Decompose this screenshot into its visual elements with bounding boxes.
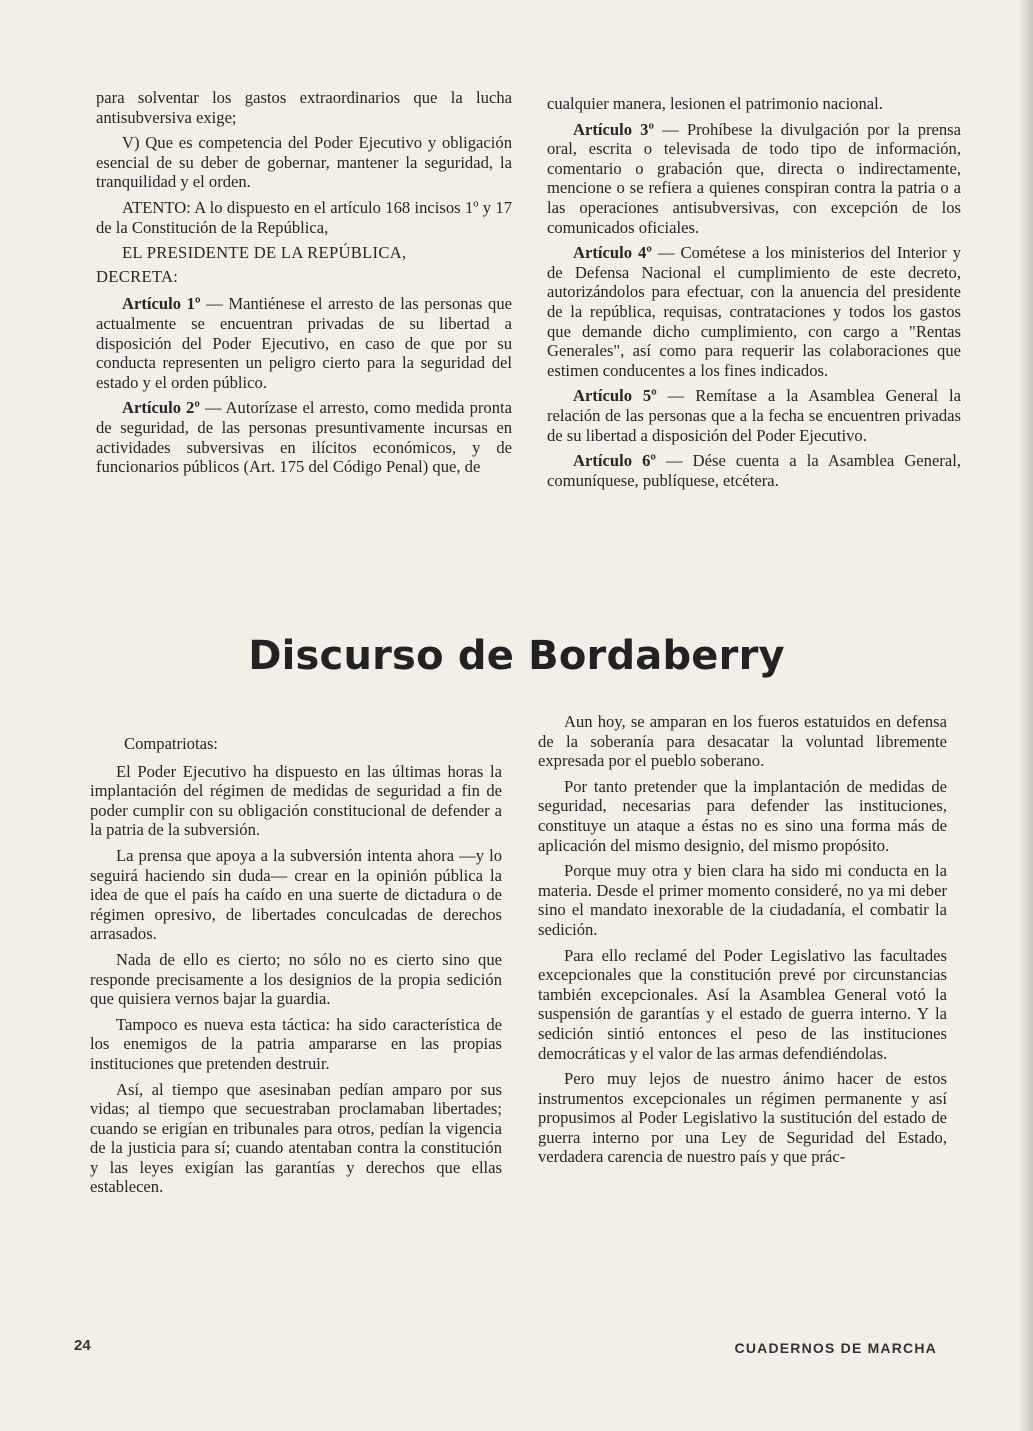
page-number: 24 (74, 1337, 91, 1354)
paragraph: Aun hoy, se amparan en los fueros estatuidos en defensa de la soberanía para desacatar la voluntad libremente expresada por el pueblo soberano. (538, 712, 947, 771)
speech-column-right (538, 712, 947, 1173)
paragraph: cualquier manera, lesionen el patrimonio nacional. (547, 94, 883, 113)
paragraph: ATENTO: A lo dispuesto en el artículo 168 incisos 1º y 17 de la Constitución de la República, (96, 197, 512, 237)
article-5 (547, 386, 961, 445)
article-1 (96, 294, 512, 392)
article-label: Artículo 3º (573, 119, 654, 139)
paragraph: La prensa que apoya a la subversión intenta ahora —y lo seguirá haciendo sin duda— crear en la opinión pública la idea de que el país ha caído en una suerte de dictadura o de régimen opresivo, de libertades conculcadas de derechos arrasados. (90, 845, 502, 944)
page-edge-shadow (1019, 0, 1033, 1431)
article-6 (547, 451, 961, 490)
paragraph: Para ello reclamé del Poder Legislativo las facultades excepcionales que la constitución prevé por circunstancias también excepcionales. Así la Asamblea General votó la suspensión de garantías y el estado de guerra interno. Y la sedición sintió entonces el peso de las instituciones democráticas y el valor de las armas defendiéndolas. (538, 945, 947, 1063)
paragraph: para solventar los gastos extraordinarios que la lucha antisubversiva exige; (96, 88, 512, 127)
paragraph: Pero muy lejos de nuestro ánimo hacer de estos instrumentos excepcionales un régimen permanente y así propusimos al Poder Legislativo la sustitución del estado de guerra interno por una Ley de Seguridad del Estado, verdadera carencia de nuestro país y que prác- (538, 1069, 947, 1167)
publication-name: CUADERNOS DE MARCHA (734, 1340, 937, 1356)
article-text: — Remítase a la Asamblea General la relación de las personas que a la fecha se encuentren privadas de su libertad a disposición del Poder Ejecutivo. (547, 386, 961, 445)
paragraph: Así, al tiempo que asesinaban pedían amparo por sus vidas; al tiempo que secuestraban proclamaban libertades; cuando se erigían en tribunales para otros, pedían la vigencia de la justicia para sí; cuando atentaban contra la constitución y las leyes exigían las garantías y derechos que ellas establecen. (90, 1079, 502, 1197)
article-2 (96, 398, 512, 476)
article-3 (547, 120, 961, 238)
salutation: Compatriotas: (124, 734, 219, 753)
decree-heading-decreta: DECRETA: (96, 266, 179, 286)
article-label: Artículo 5º (573, 386, 657, 406)
article-label: Artículo 1º (122, 294, 201, 314)
article-text: — Cométese a los ministerios del Interior y de Defensa Nacional el cumplimiento de este decreto, autorizándolos para efectuar, con la anuencia del presidente de la república, requisas, contrataciones y todos los gastos que demande dicho cumplimiento, con cargo a "Rentas Generales", así como para requerir las colaboraciones que estimen conducentes a los fines indicados. (547, 243, 961, 380)
paragraph: Por tanto pretender que la implantación de medidas de seguridad, necesarias para defender las instituciones, constituye un ataque a éstas no es sino una forma más de aplicación del mismo designio, del mismo propósito. (538, 776, 947, 855)
paragraph: Tampoco es nueva esta táctica: ha sido característica de los enemigos de la patria ampararse en las propias instituciones que pretenden destruir. (90, 1014, 502, 1073)
speech-column-left (90, 734, 502, 1203)
article-label: Artículo 4º (573, 243, 652, 263)
article-label: Artículo 6º (573, 451, 656, 471)
article-text: — Mantiénese el arresto de las personas que actualmente se encuentran privadas de su libertad a disposición del Poder Ejecutivo, en caso de que por su conducta representen un peligro cierto para la seguridad del estado y el orden público. (96, 294, 512, 392)
paragraph: V) Que es competencia del Poder Ejecutivo y obligación esencial de su deber de gobernar, mantener la seguridad, la tranquilidad y el orden. (96, 133, 512, 192)
article-text: — Dése cuenta a la Asamblea General, comuníquese, publíquese, etcétera. (547, 451, 961, 490)
paragraph: El Poder Ejecutivo ha dispuesto en las últimas horas la implantación del régimen de medidas de seguridad a fin de poder cumplir con su obligación constitucional de defender a la patria de la subversión. (90, 761, 502, 840)
section-title: Discurso de Bordaberry (248, 633, 785, 679)
decree-column-left (96, 88, 512, 483)
decree-column-right (547, 94, 961, 496)
article-text: — Autorízase el arresto, como medida pronta de seguridad, de las personas presuntivamente incursas en actividades subversivas en ilícitos económicos, y de funcionarios públicos (Art. 175 del Código Penal) que, de (96, 398, 512, 477)
decree-heading: EL PRESIDENTE DE LA REPÚBLICA, (122, 243, 407, 263)
article-4 (547, 243, 961, 380)
article-label: Artículo 2º (122, 398, 200, 418)
paragraph: Porque muy otra y bien clara ha sido mi conducta en la materia. Desde el primer momento consideré, no ya mi deber sino el mandato inexorable de la ciudadanía, el combatir la sedición. (538, 861, 947, 939)
article-text: — Prohíbese la divulgación por la prensa oral, escrita o televisada de todo tipo de información, comentario o grabación que, directa o indirectamente, mencione o se refiera a quienes conspiran contra la patria o a las operaciones antisubversivas, con excepción de los comunicados oficiales. (547, 119, 961, 237)
paragraph: Nada de ello es cierto; no sólo no es cierto sino que responde precisamente a los designios de la propia sedición que quisiera vernos bajar la guardia. (90, 949, 502, 1009)
